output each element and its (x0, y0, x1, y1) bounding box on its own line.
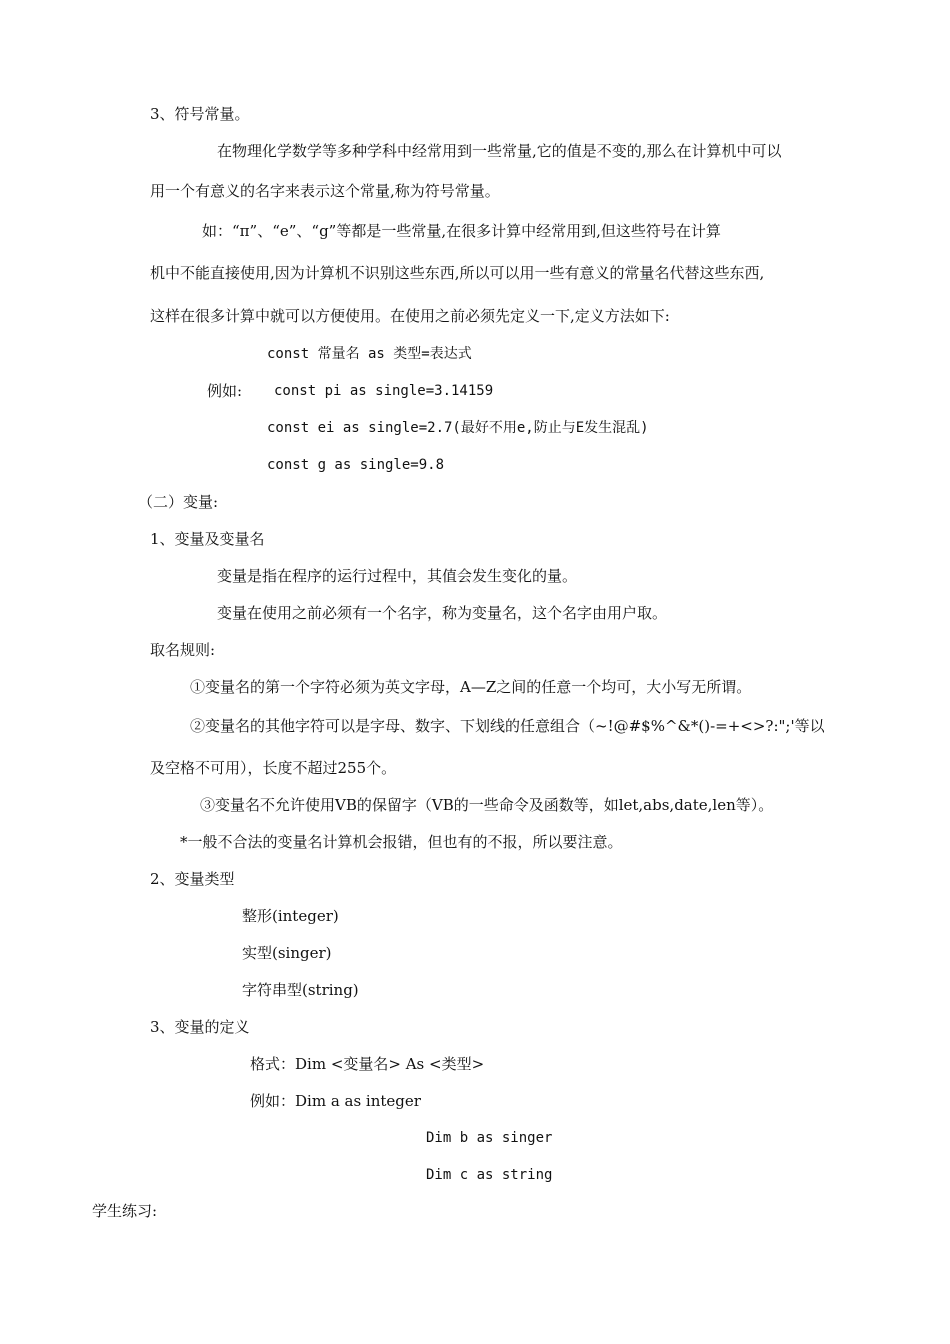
naming-rules-title: 取名规则: (150, 641, 216, 659)
part-2-title: （二）变量: (138, 493, 219, 511)
naming-rule-2-line-2: 及空格不可用），长度不超过255个。 (150, 759, 397, 777)
variable-2-title: 2、变量类型 (150, 870, 235, 888)
naming-rule-1: ①变量名的第一个字符必须为英文字母，A—Z之间的任意一个均可，大小写无所谓。 (190, 678, 752, 696)
dim-example-2: Dim b as singer (426, 1130, 553, 1146)
dim-example-1: 例如：Dim a as integer (250, 1092, 421, 1110)
variable-definition: 变量是指在程序的运行过程中，其值会发生变化的量。 (217, 567, 578, 585)
paragraph-2-line-3: 这样在很多计算中就可以方便使用。在使用之前必须先定义一下,定义方法如下: (150, 307, 670, 325)
type-real: 实型(singer) (242, 944, 332, 962)
variable-name-definition: 变量在使用之前必须有一个名字，称为变量名，这个名字由用户取。 (217, 604, 668, 622)
paragraph-1-line-1: 在物理化学数学等多种学科中经常用到一些常量,它的值是不变的,那么在计算机中可以 (217, 142, 782, 160)
type-integer: 整形(integer) (242, 907, 339, 925)
dim-example-3: Dim c as string (426, 1167, 553, 1183)
naming-rule-2-line-1: ②变量名的其他字符可以是字母、数字、下划线的任意组合（~!@#$%^&*()-=+<>?:";'等以 (190, 717, 825, 735)
paragraph-2-line-2: 机中不能直接使用,因为计算机不识别这些东西,所以可以用一些有意义的常量名代替这些东西, (150, 264, 765, 282)
variable-3-title: 3、变量的定义 (150, 1018, 250, 1036)
const-example-1: const pi as single=3.14159 (274, 383, 494, 399)
note-text: *一般不合法的变量名计算机会报错，但也有的不报，所以要注意。 (180, 833, 623, 851)
type-string: 字符串型(string) (242, 981, 359, 999)
dim-format: 格式：Dim <变量名> As <类型> (250, 1055, 485, 1073)
const-syntax: const 常量名 as 类型=表达式 (267, 346, 472, 362)
variable-1-title: 1、变量及变量名 (150, 530, 265, 548)
const-example-3: const g as single=9.8 (267, 457, 445, 473)
const-example-2: const ei as single=2.7(最好不用e,防止与E发生混乱) (267, 420, 649, 436)
paragraph-2-line-1: 如：“π”、“e”、“g”等都是一些常量,在很多计算中经常用到,但这些符号在计算 (202, 222, 721, 240)
naming-rule-3: ③变量名不允许使用VB的保留字（VB的一些命令及函数等，如let,abs,date,len等）。 (200, 796, 774, 814)
paragraph-1-line-2: 用一个有意义的名字来表示这个常量,称为符号常量。 (150, 182, 500, 200)
example-label: 例如: (207, 382, 243, 400)
section-3-title: 3、符号常量。 (150, 105, 250, 123)
student-practice-title: 学生练习: (92, 1202, 158, 1220)
